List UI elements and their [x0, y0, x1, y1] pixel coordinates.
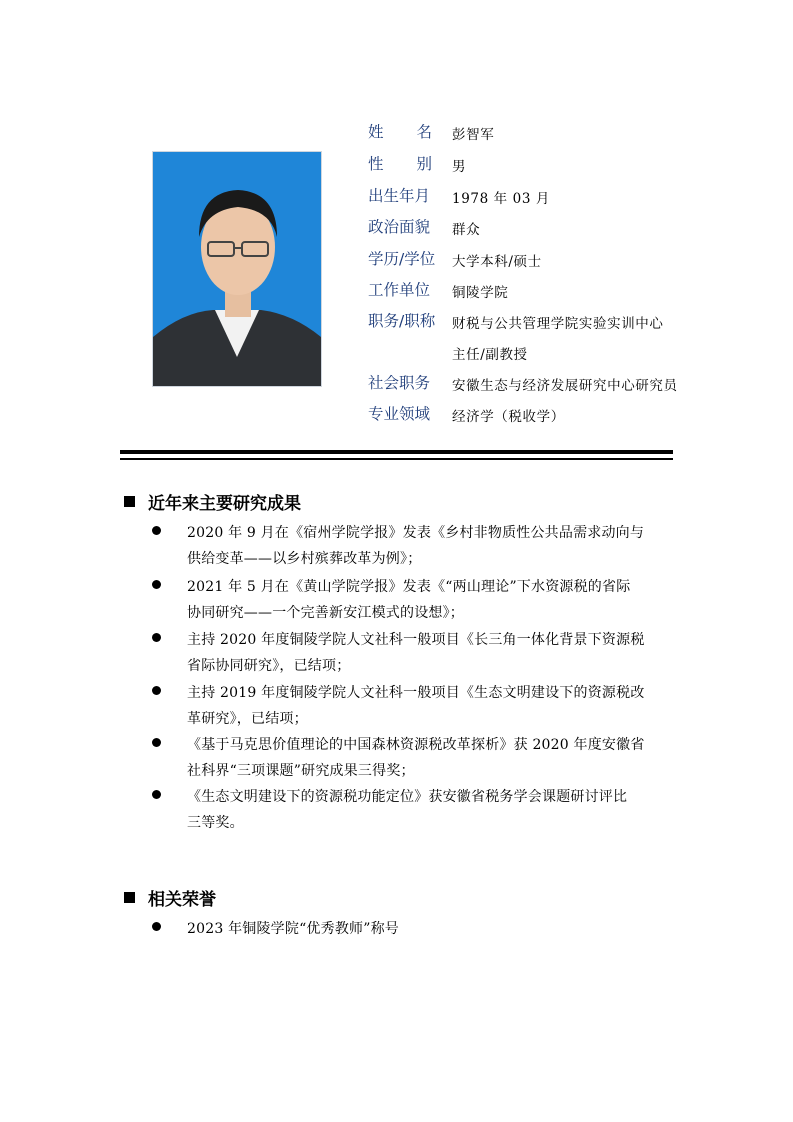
info-label-politics: 政治面貌	[368, 218, 431, 236]
info-label-gender: 性 别	[368, 155, 432, 173]
info-value-employer: 铜陵学院	[452, 285, 509, 301]
divider-thin	[120, 458, 673, 460]
info-row-social	[368, 369, 452, 395]
info-row-name	[368, 118, 432, 144]
bullet-icon	[152, 526, 161, 535]
info-value-birth: 1978 年 03 月	[452, 191, 551, 207]
info-value-name: 彭智军	[452, 127, 495, 143]
divider-thick	[120, 450, 673, 454]
info-label-name: 姓 名	[368, 123, 432, 141]
info-row-field	[368, 400, 452, 426]
info-value-social: 安徽生态与经济发展研究中心研究员	[452, 378, 678, 394]
info-row-employer	[368, 276, 452, 302]
info-label-employer: 工作单位	[368, 281, 431, 299]
square-bullet-icon	[124, 496, 135, 507]
bullet-icon	[152, 580, 161, 589]
info-value-education: 大学本科/硕士	[452, 254, 542, 270]
section-honors-title: 相关荣誉	[124, 885, 216, 910]
bullet-icon	[152, 686, 161, 695]
info-row-education	[368, 245, 452, 271]
square-bullet-icon	[124, 892, 135, 903]
bullet-icon	[152, 738, 161, 747]
info-label-field: 专业领域	[368, 405, 431, 423]
info-label-birth: 出生年月	[368, 187, 431, 205]
info-value-field: 经济学（税收学）	[452, 409, 565, 425]
bullet-icon	[152, 922, 161, 931]
info-value-position-cont: 主任/副教授	[452, 347, 528, 363]
info-value-politics: 群众	[452, 222, 481, 238]
info-row-gender	[368, 150, 432, 176]
info-row-position	[368, 307, 452, 333]
info-value-gender: 男	[452, 159, 467, 175]
section-research-title: 近年来主要研究成果	[124, 489, 301, 514]
info-label-position: 职务/职称	[368, 312, 436, 330]
info-label-education: 学历/学位	[368, 250, 436, 268]
bullet-icon	[152, 790, 161, 799]
portrait-photo	[152, 151, 322, 387]
info-row-politics	[368, 213, 452, 239]
info-value-position: 财税与公共管理学院实验实训中心	[452, 316, 664, 332]
info-label-social: 社会职务	[368, 374, 431, 392]
bullet-icon	[152, 633, 161, 642]
info-row-birth	[368, 182, 452, 208]
